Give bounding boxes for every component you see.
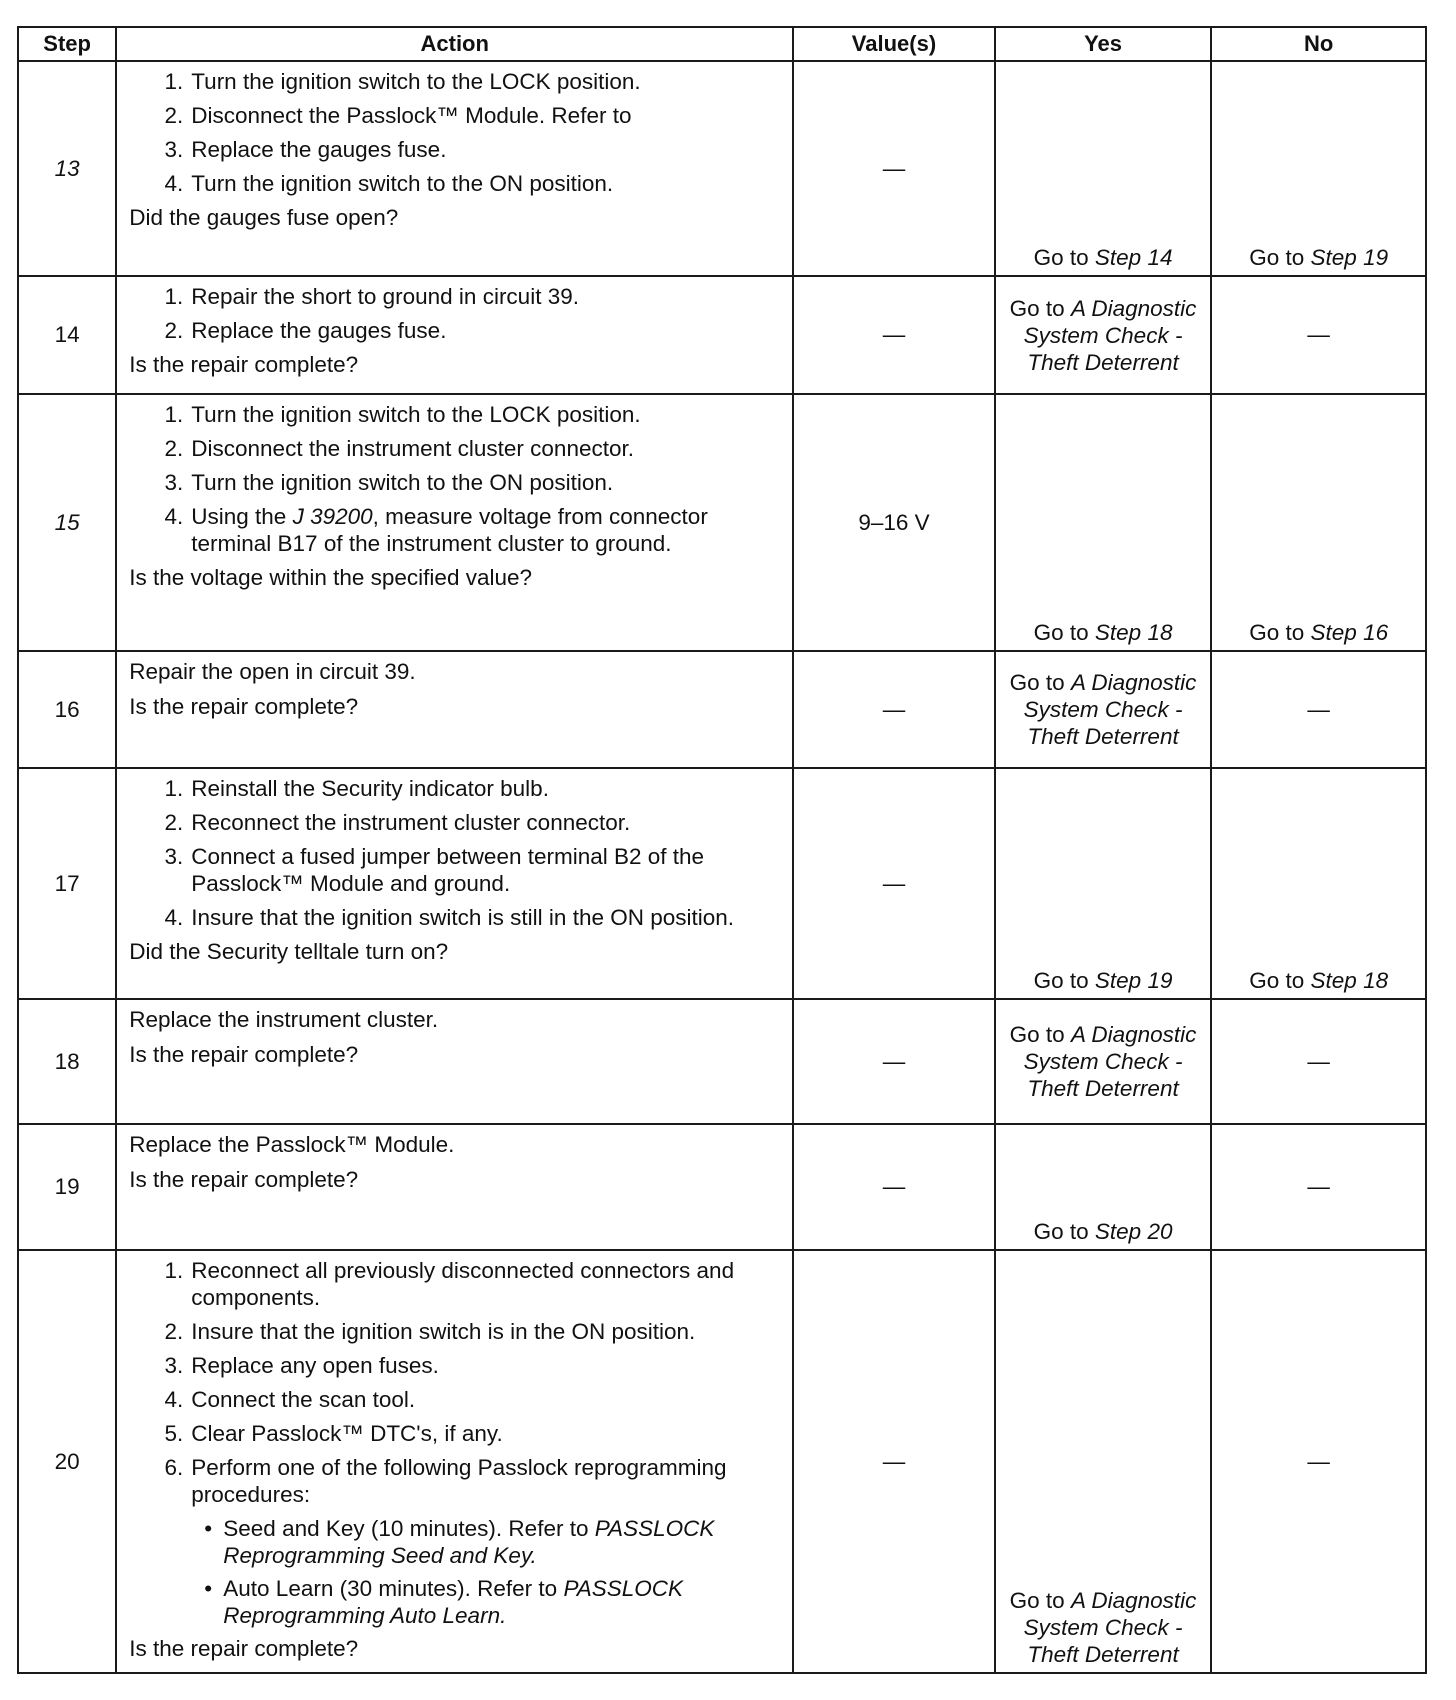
- no-cell: Go to Step 19: [1211, 61, 1426, 276]
- value-cell: —: [793, 1250, 995, 1673]
- no-cell: —: [1211, 1250, 1426, 1673]
- action-cell: [116, 276, 793, 394]
- action-item: 4. Connect the scan tool.: [164, 1387, 416, 1412]
- step-number: 14: [18, 276, 116, 394]
- step-number: 16: [18, 651, 116, 768]
- action-item: 2. Disconnect the Passlock™ Module. Refer to: [164, 103, 632, 128]
- action-item: 2. Reconnect the instrument cluster connector.: [164, 810, 631, 835]
- step-number: 17: [18, 768, 116, 999]
- yes-link[interactable]: A Diagnostic System Check - Theft Deterrent: [1023, 670, 1197, 749]
- action-question: Is the repair complete?: [129, 1636, 359, 1661]
- no-cell: —: [1211, 1124, 1426, 1250]
- action-item: 1. Reconnect all previously disconnected connectors and components.: [164, 1258, 735, 1310]
- table-row: [18, 276, 1426, 394]
- no-cell: Go to Step 16: [1211, 394, 1426, 651]
- action-item: 1. Turn the ignition switch to the LOCK position.: [164, 69, 641, 94]
- table-row: [18, 394, 1426, 651]
- no-cell: Go to Step 18: [1211, 768, 1426, 999]
- value-cell: 9–16 V: [793, 394, 995, 651]
- action-item: 4. Turn the ignition switch to the ON position.: [164, 171, 614, 196]
- action-item: 2. Replace the gauges fuse.: [164, 318, 447, 343]
- yes-link[interactable]: Step 18: [1094, 620, 1173, 645]
- no-link[interactable]: Step 16: [1310, 620, 1389, 645]
- reference-link[interactable]: PASSLOCK Reprogramming Seed and Key.: [223, 1516, 715, 1568]
- header-no: No: [1211, 27, 1426, 61]
- table-row: [18, 768, 1426, 999]
- step-number: 20: [18, 1250, 116, 1673]
- action-line: Replace the instrument cluster.: [129, 1007, 439, 1032]
- action-item: 1. Turn the ignition switch to the LOCK position.: [164, 402, 641, 427]
- action-item: 3. Replace any open fuses.: [164, 1353, 439, 1378]
- bullet-item: • Seed and Key (10 minutes). Refer to PASSLOCK Reprogramming Seed and Key.: [204, 1516, 715, 1568]
- action-cell: [116, 61, 793, 276]
- yes-cell: Go to Step 20: [995, 1124, 1212, 1250]
- value-cell: —: [793, 1124, 995, 1250]
- action-item: 3. Connect a fused jumper between terminal B2 of the Passlock™ Module and ground.: [164, 844, 705, 896]
- no-link[interactable]: Step 19: [1310, 245, 1389, 270]
- yes-cell: Go to Step 14: [995, 61, 1212, 276]
- header-values: Value(s): [793, 27, 995, 61]
- yes-cell: Go to A Diagnostic System Check - Theft Deterrent: [995, 1250, 1212, 1673]
- value-cell: —: [793, 768, 995, 999]
- yes-cell: Go to Step 19: [995, 768, 1212, 999]
- no-cell: —: [1211, 999, 1426, 1124]
- yes-cell: Go to A Diagnostic System Check - Theft Deterrent: [995, 999, 1212, 1124]
- bullet-item: • Auto Learn (30 minutes). Refer to PASSLOCK Reprogramming Auto Learn.: [204, 1576, 684, 1628]
- action-item: 1. Reinstall the Security indicator bulb.: [164, 776, 549, 801]
- action-question: Is the repair complete?: [129, 1167, 359, 1192]
- action-item: 5. Clear Passlock™ DTC's, if any.: [164, 1421, 503, 1446]
- header-row: [18, 27, 1426, 61]
- diagnostic-table: [17, 26, 1427, 1674]
- value-cell: —: [793, 276, 995, 394]
- step-number: 13: [18, 61, 116, 276]
- action-item: 2. Insure that the ignition switch is in the ON position.: [164, 1319, 696, 1344]
- action-cell: [116, 1124, 793, 1250]
- value-cell: —: [793, 61, 995, 276]
- action-item: 4. Insure that the ignition switch is still in the ON position.: [164, 905, 735, 930]
- step-number: 18: [18, 999, 116, 1124]
- yes-link[interactable]: A Diagnostic System Check - Theft Deterrent: [1023, 295, 1197, 375]
- action-item: 6. Perform one of the following Passlock reprogramming procedures:: [164, 1455, 727, 1507]
- step-number: 19: [18, 1124, 116, 1250]
- action-item: 2. Disconnect the instrument cluster connector.: [164, 436, 634, 461]
- action-cell: [116, 999, 793, 1124]
- table-row: [18, 61, 1426, 276]
- action-item: 3. Replace the gauges fuse.: [164, 137, 447, 162]
- table-row: [18, 651, 1426, 768]
- action-question: Is the voltage within the specified value?: [129, 565, 533, 590]
- no-cell: —: [1211, 651, 1426, 768]
- action-cell: [116, 1250, 793, 1673]
- action-cell: [116, 768, 793, 999]
- header-yes: Yes: [995, 27, 1212, 61]
- action-item: 3. Turn the ignition switch to the ON position.: [164, 470, 614, 495]
- header-step: Step: [18, 27, 116, 61]
- yes-cell: Go to A Diagnostic System Check - Theft Deterrent: [995, 651, 1212, 768]
- yes-link[interactable]: Step 19: [1094, 968, 1173, 993]
- action-item: 1. Repair the short to ground in circuit 39.: [164, 284, 579, 309]
- table-row: [18, 1124, 1426, 1250]
- yes-cell: Go to Step 18: [995, 394, 1212, 651]
- yes-cell: Go to A Diagnostic System Check - Theft Deterrent: [995, 276, 1212, 394]
- action-question: Is the repair complete?: [129, 352, 359, 377]
- action-line: Repair the open in circuit 39.: [129, 659, 416, 684]
- tool-reference: J 39200: [292, 504, 373, 529]
- action-question: Is the repair complete?: [129, 1042, 359, 1067]
- yes-link[interactable]: A Diagnostic System Check - Theft Deterrent: [1023, 1022, 1197, 1101]
- action-cell: [116, 651, 793, 768]
- action-cell: [116, 394, 793, 651]
- value-cell: —: [793, 999, 995, 1124]
- action-question: Did the gauges fuse open?: [129, 205, 399, 230]
- table-row: [18, 999, 1426, 1124]
- step-number: 15: [18, 394, 116, 651]
- table-row: [18, 1250, 1426, 1673]
- action-line: Replace the Passlock™ Module.: [129, 1132, 455, 1157]
- header-action: Action: [116, 27, 793, 61]
- action-question: Did the Security telltale turn on?: [129, 939, 449, 964]
- action-question: Is the repair complete?: [129, 694, 359, 719]
- no-cell: —: [1211, 276, 1426, 394]
- yes-link[interactable]: Step 14: [1094, 245, 1173, 270]
- value-cell: —: [793, 651, 995, 768]
- no-link[interactable]: Step 18: [1310, 968, 1389, 993]
- reference-link[interactable]: PASSLOCK Reprogramming Auto Learn.: [223, 1576, 684, 1628]
- action-item: 4. Using the J 39200, measure voltage from connector terminal B17 of the instrument cluster to ground.: [164, 504, 708, 556]
- yes-link[interactable]: Step 20: [1094, 1219, 1173, 1244]
- yes-link[interactable]: A Diagnostic System Check - Theft Deterrent: [1023, 1588, 1197, 1667]
